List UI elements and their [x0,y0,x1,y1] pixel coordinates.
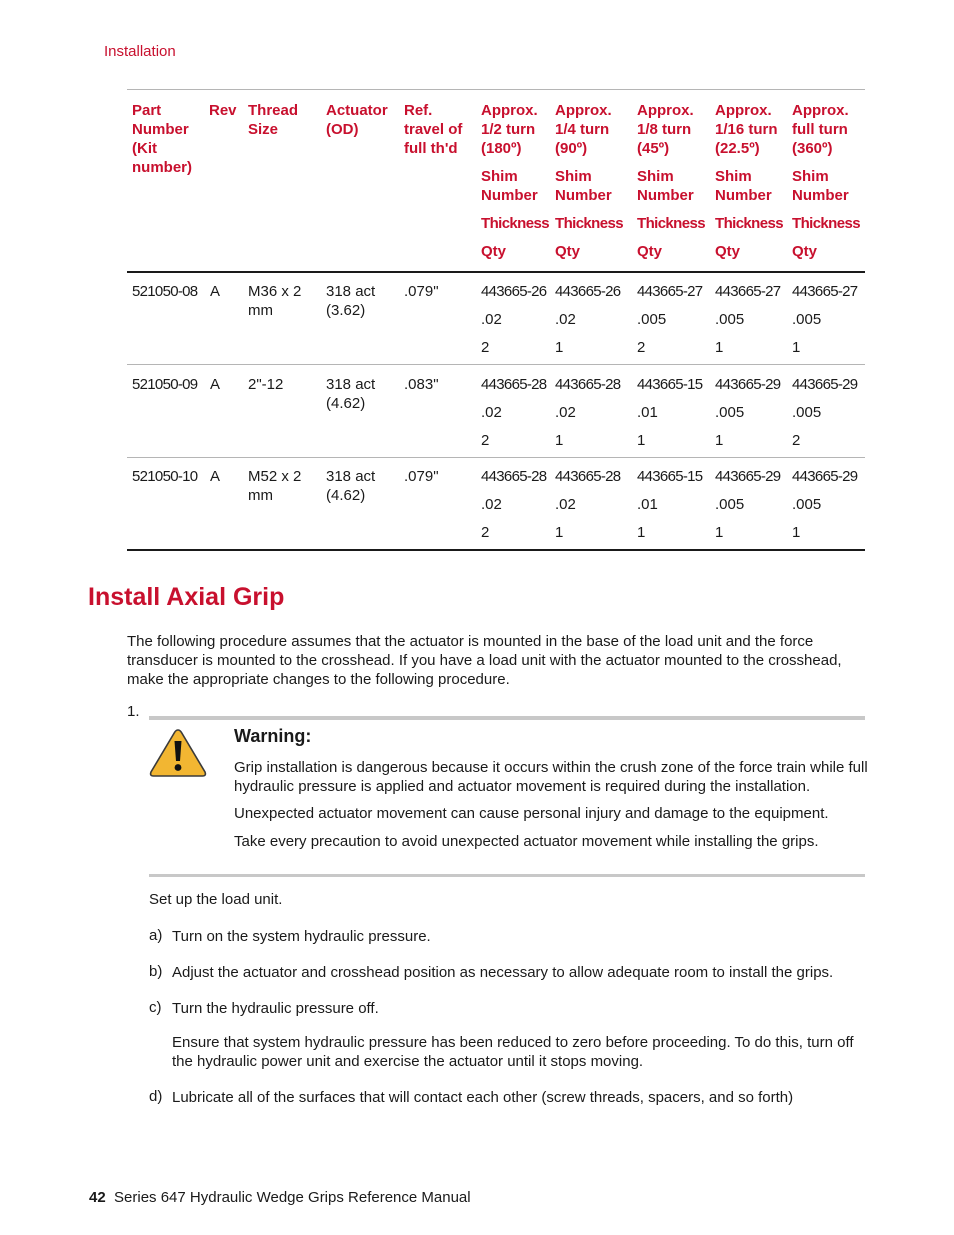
cell-qty: 1 [555,524,564,541]
header-shim-number: Shim Number [481,168,538,204]
header-approx-quarter: Approx. 1/4 turn (90º) [555,102,612,157]
page-footer [89,1189,471,1206]
page-number: 42 [89,1189,106,1206]
cell-shim-number: 443665-28 [481,468,547,485]
header-qty: Qty [555,243,581,260]
header-thickness: Thickness [481,215,549,232]
cell-qty: 1 [715,339,724,356]
header-rev: Rev [209,102,237,119]
header-approx-sixteenth: Approx. 1/16 turn (22.5º) [715,102,778,157]
cell-actuator: 318 act (4.62) [326,468,376,504]
cell-thickness: .005 [792,496,822,513]
cell-shim-number: 443665-29 [792,376,858,393]
cell-qty: 2 [481,432,490,449]
header-thread-size: Thread Size [248,102,299,138]
header-thickness: Thickness [715,215,783,232]
warning-top-rule [149,716,865,720]
substep-text: Turn on the system hydraulic pressure. [172,928,431,945]
cell-thickness: .01 [637,404,658,421]
cell-thickness: .02 [555,496,576,513]
manual-title: Series 647 Hydraulic Wedge Grips Reference Manual [114,1189,471,1206]
cell-actuator: 318 act (4.62) [326,376,376,412]
cell-shim-number: 443665-28 [555,376,621,393]
header-shim-number: Shim Number [792,168,849,204]
warning-triangle-icon [149,728,207,778]
cell-rev: A [210,283,221,300]
cell-qty: 1 [792,524,801,541]
header-bottom-rule [127,271,865,273]
cell-shim-number: 443665-15 [637,468,703,485]
cell-thickness: .005 [715,496,745,513]
cell-part: 521050-08 [132,283,198,300]
substep-letter: b) [149,963,163,980]
table-bottom-rule [127,549,865,551]
cell-part: 521050-09 [132,376,198,393]
cell-shim-number: 443665-29 [792,468,858,485]
row-divider [127,457,865,458]
cell-thickness: .01 [637,496,658,513]
cell-rev: A [210,468,221,485]
cell-qty: 2 [481,524,490,541]
cell-shim-number: 443665-27 [792,283,858,300]
cell-thickness: .02 [555,404,576,421]
warning-paragraph: Take every precaution to avoid unexpected actuator movement while installing the grips. [234,833,819,850]
section-title: Install Axial Grip [88,583,285,611]
substep-letter: a) [149,927,163,944]
table-top-rule [127,89,865,90]
header-approx-eighth: Approx. 1/8 turn (45º) [637,102,694,157]
cell-thickness: .005 [792,311,822,328]
section-label: Installation [104,43,176,60]
cell-thread: 2"-12 [248,376,284,393]
cell-shim-number: 443665-28 [555,468,621,485]
header-qty: Qty [792,243,818,260]
cell-qty: 1 [637,432,646,449]
header-shim-number: Shim Number [715,168,772,204]
header-approx-full: Approx. full turn (360º) [792,102,849,157]
warning-bottom-rule [149,874,865,877]
header-qty: Qty [481,243,507,260]
cell-thickness: .005 [715,404,745,421]
header-shim-number: Shim Number [555,168,612,204]
header-thickness: Thickness [637,215,705,232]
header-qty: Qty [715,243,741,260]
warning-heading: Warning: [234,726,312,746]
cell-shim-number: 443665-26 [481,283,547,300]
cell-shim-number: 443665-27 [637,283,703,300]
warning-paragraph: Grip installation is dangerous because it occurs within the crush zone of the force train while full hydraulic pressure is applied and actuator movement is required during the installation. [234,759,868,795]
cell-thickness: .02 [481,311,502,328]
cell-shim-number: 443665-27 [715,283,781,300]
cell-qty: 1 [792,339,801,356]
header-shim-number: Shim Number [637,168,694,204]
cell-shim-number: 443665-26 [555,283,621,300]
row-divider [127,364,865,365]
header-actuator: Actuator (OD) [326,102,388,138]
cell-qty: 1 [555,432,564,449]
cell-ref: .083" [404,376,439,393]
cell-thickness: .02 [481,404,502,421]
cell-thickness: .005 [715,311,745,328]
header-part-number: Part Number (Kit number) [132,102,192,176]
cell-rev: A [210,376,221,393]
cell-shim-number: 443665-15 [637,376,703,393]
header-qty: Qty [637,243,663,260]
intro-paragraph: The following procedure assumes that the actuator is mounted in the base of the load unit and the force transducer is mounted to the crosshead. If you have a load unit with the actuator mounted to the crosshead, make the appropriate changes to the following procedure. [127,633,842,688]
substep-letter: d) [149,1088,163,1105]
cell-thread: M36 x 2 mm [248,283,302,319]
header-approx-half: Approx. 1/2 turn (180º) [481,102,538,157]
warning-paragraph: Unexpected actuator movement can cause personal injury and damage to the equipment. [234,805,829,822]
cell-qty: 1 [637,524,646,541]
cell-thickness: .02 [555,311,576,328]
cell-qty: 1 [555,339,564,356]
cell-qty: 2 [637,339,646,356]
cell-qty: 2 [792,432,801,449]
step-number: 1. [127,703,140,720]
cell-thickness: .005 [637,311,667,328]
cell-part: 521050-10 [132,468,198,485]
cell-thread: M52 x 2 mm [248,468,302,504]
cell-qty: 2 [481,339,490,356]
cell-ref: .079" [404,468,439,485]
cell-thickness: .02 [481,496,502,513]
cell-actuator: 318 act (3.62) [326,283,376,319]
substep-letter: c) [149,999,162,1016]
cell-qty: 1 [715,524,724,541]
cell-shim-number: 443665-28 [481,376,547,393]
header-thickness: Thickness [555,215,623,232]
cell-shim-number: 443665-29 [715,376,781,393]
substep-note: Ensure that system hydraulic pressure has been reduced to zero before proceeding. To do this, turn off the hydraulic power unit and exercise the actuator until it stops moving. [172,1034,854,1070]
cell-qty: 1 [715,432,724,449]
header-ref-travel: Ref. travel of full th'd [404,102,463,157]
cell-shim-number: 443665-29 [715,468,781,485]
substep-text: Adjust the actuator and crosshead position as necessary to allow adequate room to install the grips. [172,964,834,981]
substep-text: Lubricate all of the surfaces that will contact each other (screw threads, spacers, and so forth) [172,1089,794,1106]
substep-text: Turn the hydraulic pressure off. [172,1000,379,1017]
cell-ref: .079" [404,283,439,300]
header-thickness: Thickness [792,215,860,232]
cell-thickness: .005 [792,404,822,421]
step-text: Set up the load unit. [149,891,283,908]
